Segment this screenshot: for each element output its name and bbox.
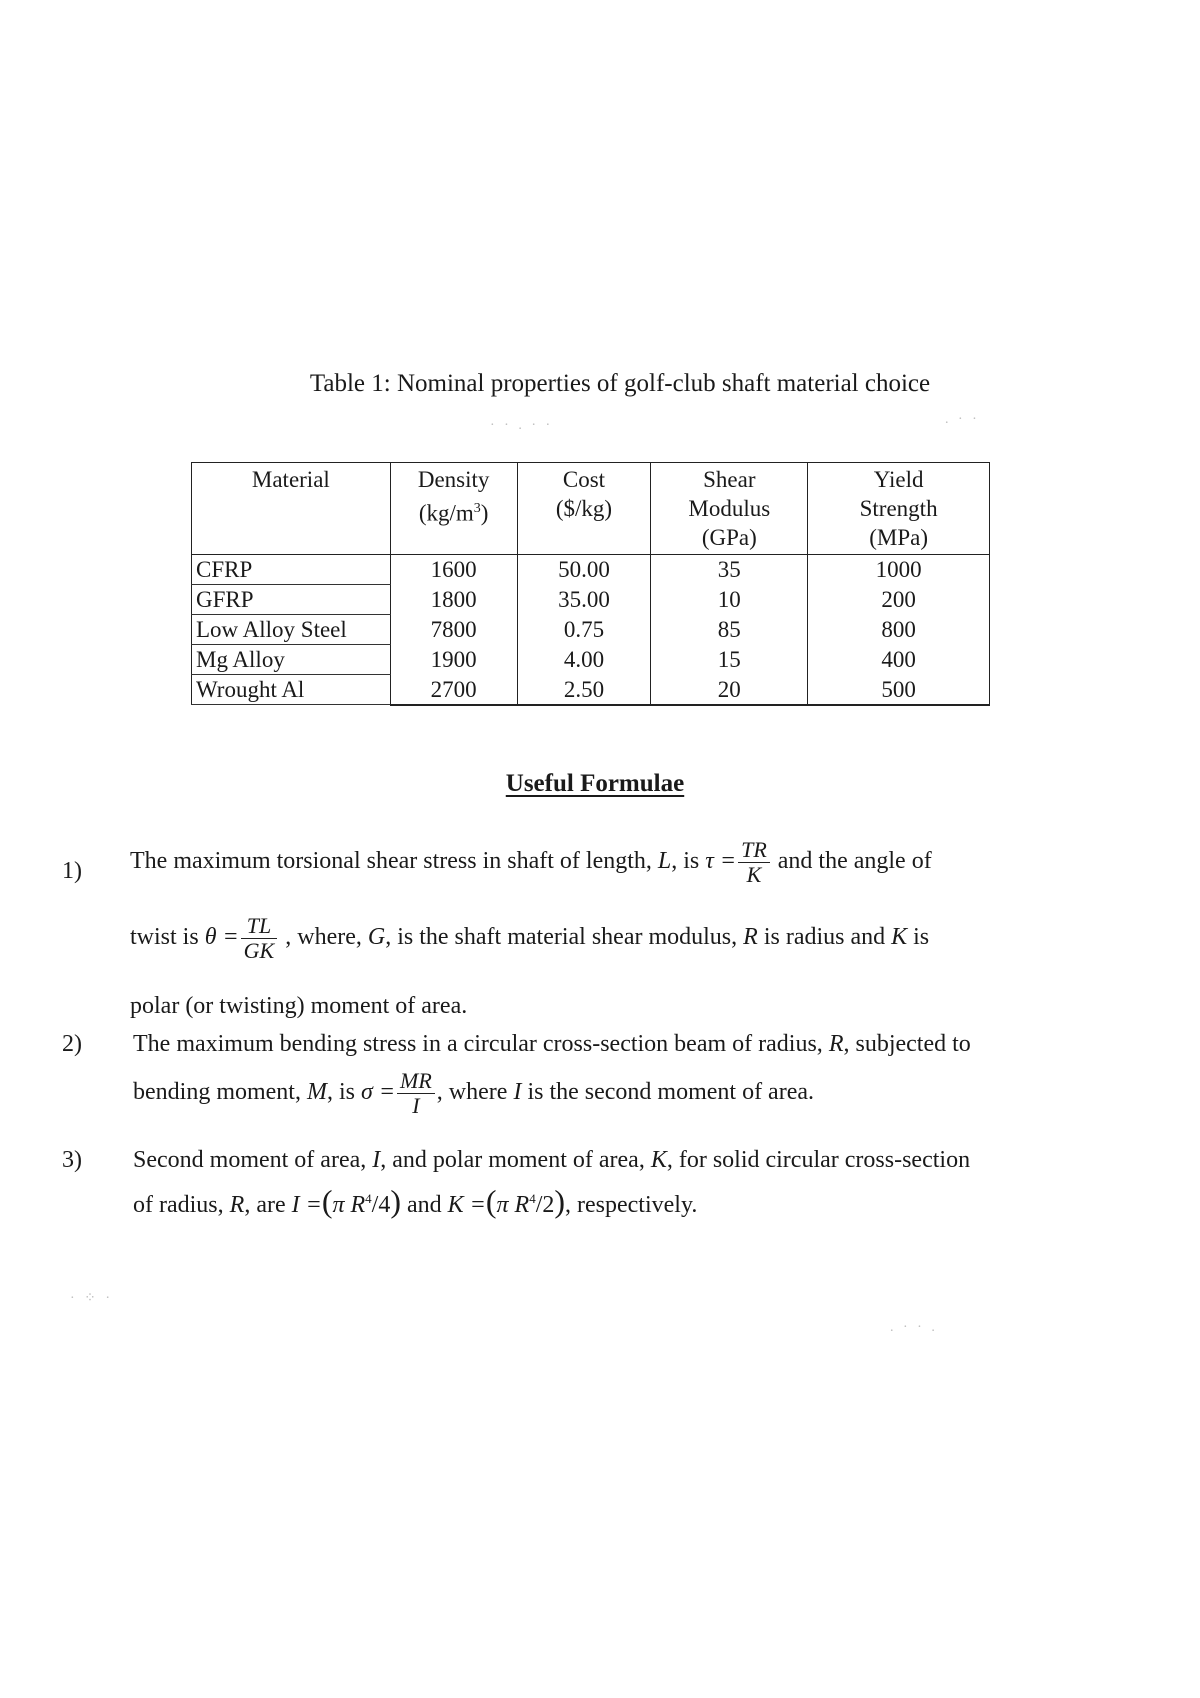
formula-3-line-1: Second moment of area, I, and polar moment of area, K, for solid circular cross-section <box>133 1147 971 1173</box>
table-row <box>192 555 990 585</box>
table-row <box>192 645 990 675</box>
formula-3-line-2: of radius, R, are I =(π $R^4/4$) and K =(π $R^4/2$), respectively. <box>133 1183 698 1219</box>
cell-cost: 0.75 <box>517 615 651 645</box>
table-row <box>192 615 990 645</box>
cell-density: 1600 <box>390 555 517 585</box>
material-properties-table <box>191 462 990 706</box>
cell-density: 1900 <box>390 645 517 675</box>
cell-shear: 85 <box>651 615 808 645</box>
formula-2-line-1: The maximum bending stress in a circular cross-section beam of radius, R, subjected to <box>133 1031 971 1057</box>
formula-1-line-1: The maximum torsional shear stress in shaft of length, L, is τ = $\frac{TR}{K}$ and the angle of <box>130 837 932 888</box>
cell-yield: 200 <box>808 585 990 615</box>
header-material: Material <box>192 463 391 555</box>
torsion-stress-fraction: $\frac{TR}{K}$ <box>738 838 770 887</box>
header-shear-modulus: Shear Modulus (GPa) <box>651 463 808 555</box>
cell-density: 2700 <box>390 675 517 705</box>
item-number-2: 2) <box>62 1031 82 1057</box>
table-row <box>192 675 990 705</box>
cell-yield: 400 <box>808 645 990 675</box>
scan-noise: . · · <box>945 412 980 427</box>
header-density: Density $(kg/m^3)$ <box>390 463 517 555</box>
scan-noise: · ⁘ · <box>70 1291 114 1306</box>
cell-shear: 10 <box>651 585 808 615</box>
cell-shear: 20 <box>651 675 808 705</box>
formulae-heading: Useful Formulae <box>505 770 685 797</box>
scan-noise: · · . · · <box>490 418 554 433</box>
cell-material: CFRP <box>192 555 391 585</box>
cell-material: Mg Alloy <box>192 645 391 675</box>
table-header-row <box>192 463 990 555</box>
cell-material: Wrought Al <box>192 675 391 705</box>
cell-shear: 15 <box>651 645 808 675</box>
cell-cost: 4.00 <box>517 645 651 675</box>
header-yield-strength: Yield Strength (MPa) <box>808 463 990 555</box>
twist-angle-fraction: $\frac{TL}{GK}$ <box>241 914 278 963</box>
cell-cost: 35.00 <box>517 585 651 615</box>
formula-1-line-2: twist is θ = $\frac{TL}{GK}$ , where, G, is the shaft material shear modulus, R is radius and K is <box>130 913 930 964</box>
cell-yield: 800 <box>808 615 990 645</box>
item-number-3: 3) <box>62 1147 82 1173</box>
formula-2-line-2: bending moment, M, is σ = $\frac{MR}{I}$ , where I is the second moment of area. <box>133 1068 815 1119</box>
cell-yield: 500 <box>808 675 990 705</box>
header-cost: Cost ($/kg) <box>517 463 651 555</box>
cell-density: 7800 <box>390 615 517 645</box>
cell-shear: 35 <box>651 555 808 585</box>
scan-noise: . · · . <box>890 1320 938 1335</box>
formula-1-line-3: polar (or twisting) moment of area. <box>130 993 468 1019</box>
cell-cost: 2.50 <box>517 675 651 705</box>
cell-cost: 50.00 <box>517 555 651 585</box>
table-title: Table 1: Nominal properties of golf-club shaft material choice <box>309 370 931 397</box>
bending-stress-fraction: $\frac{MR}{I}$ <box>397 1069 435 1118</box>
table-row <box>192 585 990 615</box>
cell-yield: 1000 <box>808 555 990 585</box>
cell-material: Low Alloy Steel <box>192 615 391 645</box>
item-number-1: 1) <box>62 858 82 884</box>
cell-material: GFRP <box>192 585 391 615</box>
cell-density: 1800 <box>390 585 517 615</box>
